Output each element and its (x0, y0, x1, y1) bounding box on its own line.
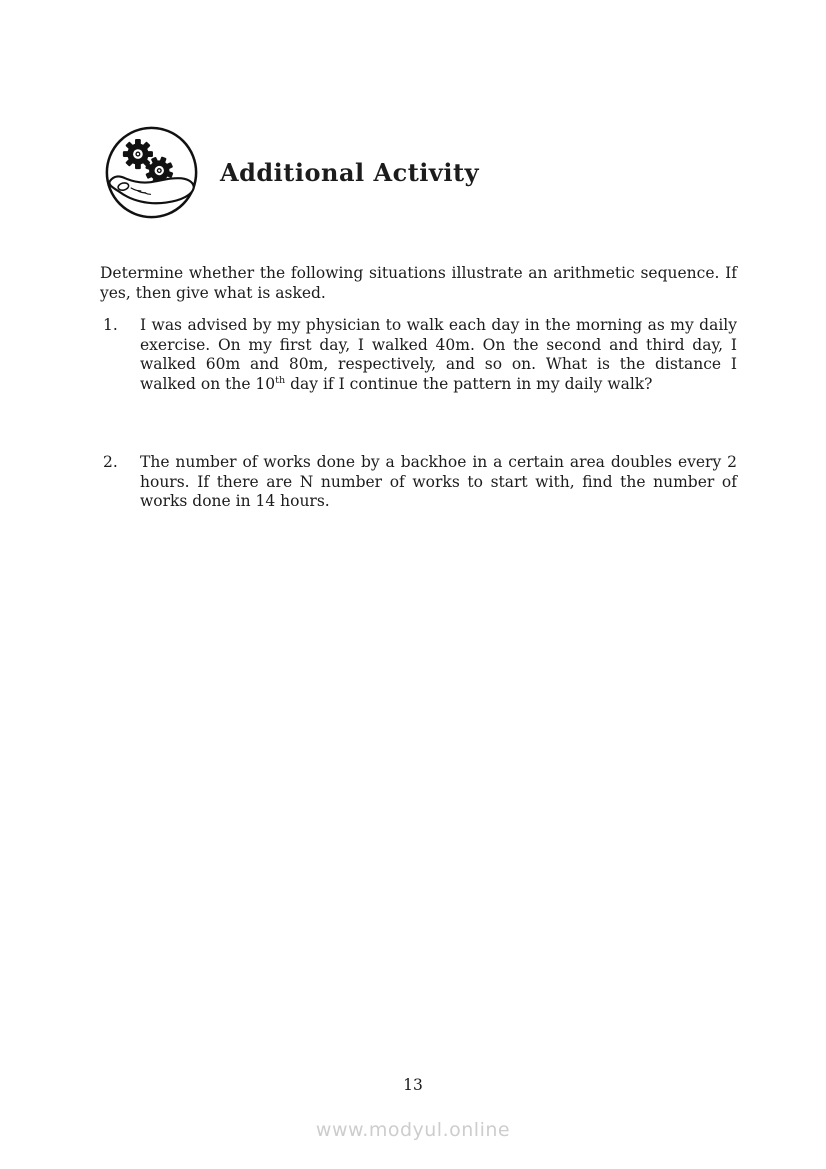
watermark-text: www.modyul.online (315, 1119, 511, 1141)
gears-in-hand-icon (103, 124, 200, 221)
problem-text-part2: day if I continue the pattern in my daily walk? (285, 374, 653, 393)
problem-text (140, 453, 737, 512)
problem-item-1 (103, 316, 737, 394)
problem-text (140, 316, 737, 394)
problem-number: 2. (103, 453, 118, 471)
problem-number: 1. (103, 316, 118, 334)
problem-text-part1: I was advised by my physician to walk each day in the morning as my daily exercise. On my first day, I walked 40m. On the second and third day, I walked 60m and 80m, respectively, and so on. What is the distance I walked on the 10 (140, 316, 737, 393)
page-title: Additional Activity (220, 158, 480, 187)
problem-item-2 (103, 453, 737, 512)
ordinal-superscript: th (275, 374, 286, 386)
intro-instructions: Determine whether the following situations illustrate an arithmetic sequence. If yes, then give what is asked. (100, 263, 737, 302)
page-number: 13 (403, 1076, 423, 1094)
problem-text-part1: The number of works done by a backhoe in a certain area doubles every 2 hours. If there are N number of works to start with, find the number of works done in 14 hours. (140, 453, 737, 511)
activity-header (103, 124, 479, 221)
